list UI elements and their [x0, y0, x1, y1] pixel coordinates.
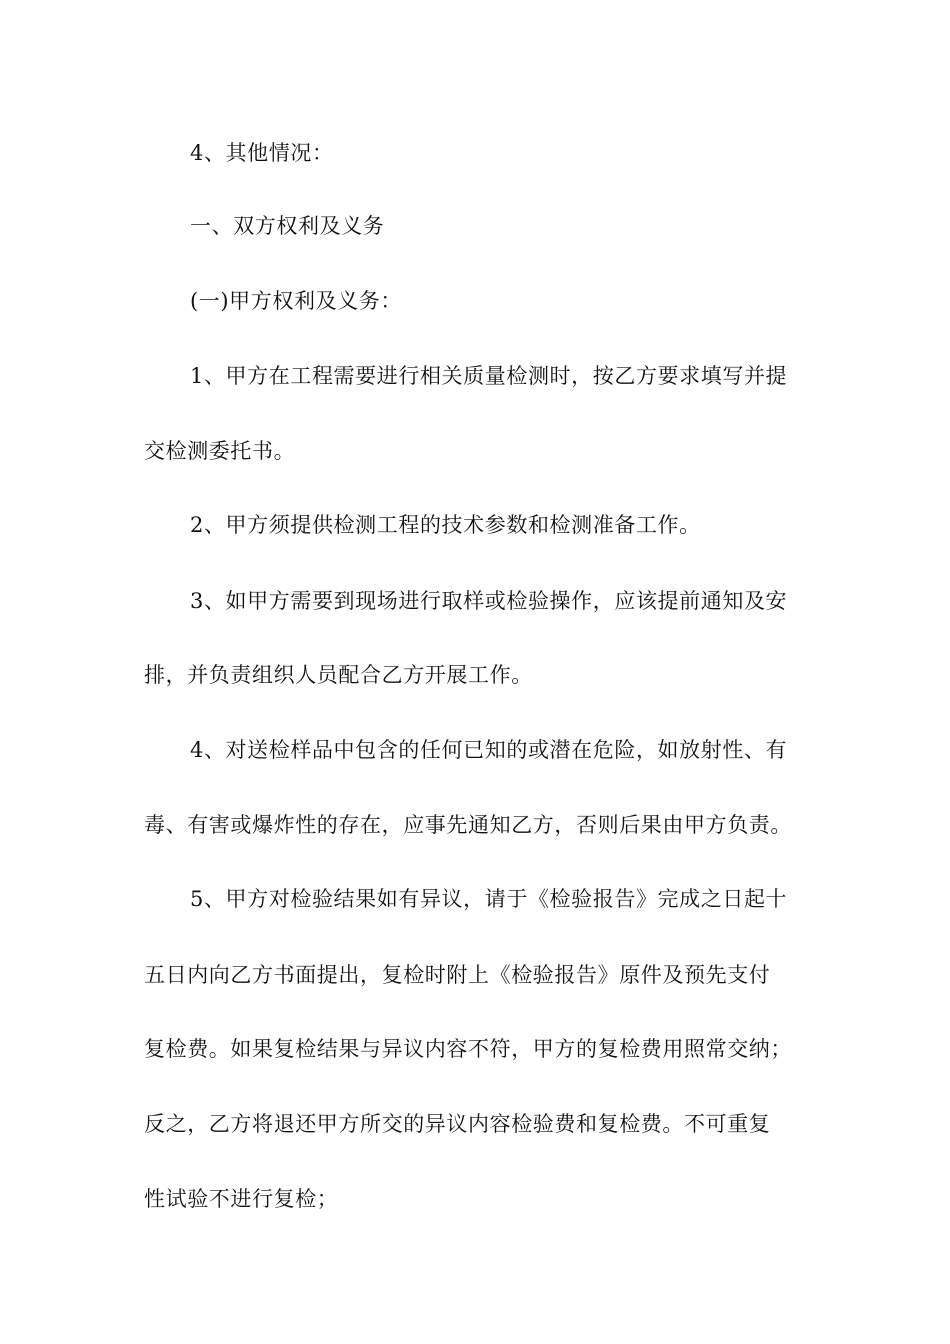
section-heading-rights-obligations: 一、双方权利及义务	[190, 214, 385, 238]
paragraph-5-line-5: 性试验不进行复检；	[144, 1187, 339, 1211]
paragraph-4-line-1: 4、对送检样品中包含的任何已知的或潜在危险，如放射性、有	[190, 738, 788, 762]
paragraph-1-line-2: 交检测委托书。	[144, 439, 296, 463]
paragraph-3-line-2: 排，并负责组织人员配合乙方开展工作。	[144, 663, 533, 687]
paragraph-2-line-1: 2、甲方须提供检测工程的技术参数和检测准备工作。	[190, 513, 701, 537]
paragraph-1-line-1: 1、甲方在工程需要进行相关质量检测时，按乙方要求填写并提	[190, 364, 788, 388]
paragraph-5-line-4: 反之，乙方将退还甲方所交的异议内容检验费和复检费。不可重复	[144, 1112, 771, 1136]
paragraph-5-line-3: 复检费。如果复检结果与异议内容不符，甲方的复检费用照常交纳；	[144, 1037, 792, 1061]
subsection-heading-party-a: (一)甲方权利及义务：	[190, 289, 402, 313]
paragraph-3-line-1: 3、如甲方需要到现场进行取样或检验操作，应该提前通知及安	[190, 589, 788, 613]
text-line-other-situations: 4、其他情况：	[190, 141, 334, 165]
paragraph-4-line-2: 毒、有害或爆炸性的存在，应事先通知乙方，否则后果由甲方负责。	[144, 813, 792, 837]
paragraph-5-line-2: 五日内向乙方书面提出，复检时附上《检验报告》原件及预先支付	[144, 963, 771, 987]
paragraph-5-line-1: 5、甲方对检验结果如有异议，请于《检验报告》完成之日起十	[190, 887, 788, 911]
